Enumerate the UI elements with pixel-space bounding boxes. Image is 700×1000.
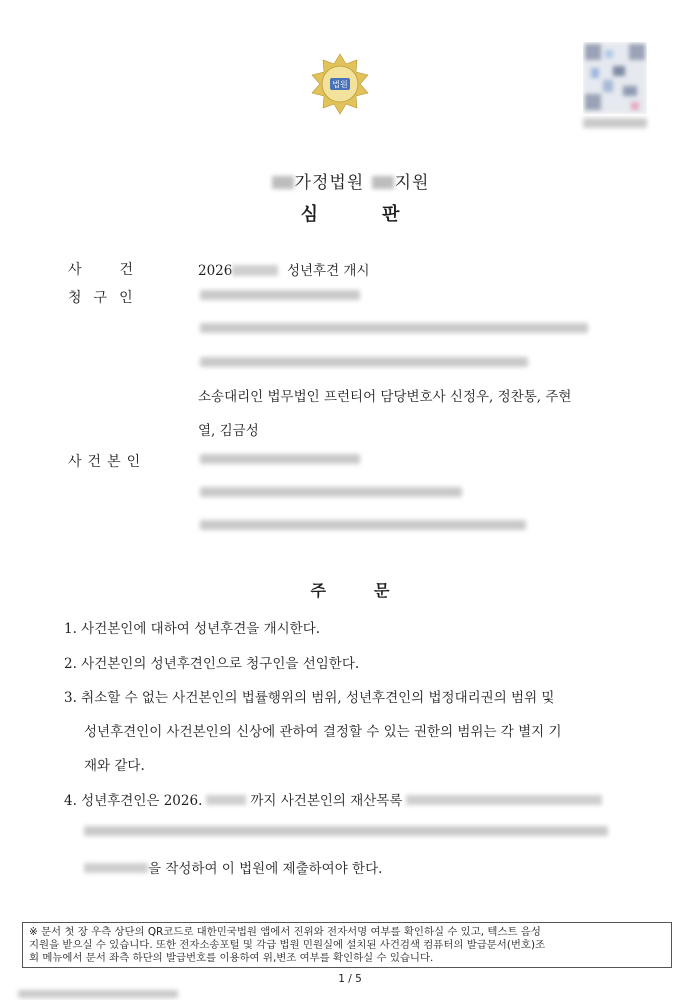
page-indicator: 1 / 5 [338, 973, 362, 985]
redacted-issue-number [18, 990, 178, 998]
label-claimant: 청 구 인 [68, 290, 133, 306]
case-name: 성년후견 개시 [286, 263, 370, 279]
label-principal: 사 건 본 인 [68, 454, 141, 470]
verification-notice [22, 922, 672, 968]
order-heading: 주 문 [310, 581, 390, 600]
qr-code[interactable] [583, 42, 647, 114]
qr-caption [583, 118, 647, 128]
order-item-3-line2: 성년후견인이 사건본인의 신상에 관하여 결정할 수 있는 권한의 범위는 각 별지 기 [84, 724, 562, 740]
title-char-left: 심 [300, 204, 318, 225]
court-name: 가정법원 지원 [0, 168, 700, 193]
redacted-claimant-name [200, 290, 360, 300]
document-title [0, 200, 700, 226]
court-seal-icon [308, 52, 372, 116]
label-case: 사 건 [68, 262, 136, 278]
order-item-3-line3: 재와 같다. [84, 758, 145, 774]
notice-line3: 회 메뉴에서 문서 좌측 하단의 발급번호를 이용하여 위,변조 여부를 확인하실 수 있습니다. [29, 952, 434, 964]
redacted-branch-location [372, 176, 394, 189]
agent-line2: 열, 김금성 [198, 423, 259, 439]
redacted-order-4-line2 [84, 826, 608, 836]
title-char-right: 판 [382, 204, 400, 225]
order-item-4-line1: 4. 성년후견인은 2026. 까지 사건본인의 재산목록 [64, 789, 602, 809]
agent-line1: 소송대리인 법무법인 프런티어 담당변호사 신정우, 정찬통, 주현 [198, 389, 572, 405]
order-item-1: 1. 사건본인에 대하여 성년후견을 개시한다. [64, 621, 321, 637]
notice-line2: 지원을 받으실 수 있습니다. 또한 전자소송포털 및 각급 법원 민원실에 설치된 사건검색 컴퓨터의 발급문서(번호)조 [29, 939, 546, 951]
order-item-2: 2. 사건본인의 성년후견인으로 청구인을 선임한다. [64, 656, 360, 672]
redacted-principal-registered [200, 520, 526, 530]
redacted-claimant-registered [200, 357, 528, 367]
case-number: 2026 성년후견 개시 [198, 263, 370, 279]
order-item-3-line1: 3. 취소할 수 없는 사건본인의 법률행위의 범위, 성년후견인의 법정대리권의 범위 및 [64, 690, 555, 706]
order-item-4-line3: 을 작성하여 이 법원에 제출하여야 한다. [84, 857, 382, 877]
redacted-claimant-address [200, 323, 588, 333]
redacted-principal-address [200, 487, 462, 497]
redacted-principal-name [200, 454, 360, 464]
redacted-court-location [272, 176, 294, 189]
notice-line1: ※ 문서 첫 장 우측 상단의 QR코드로 대한민국법원 앱에서 진위와 전자서명 여부를 확인하실 수 있고, 텍스트 음성 [29, 926, 541, 938]
seal-text: 법원 [332, 80, 348, 89]
